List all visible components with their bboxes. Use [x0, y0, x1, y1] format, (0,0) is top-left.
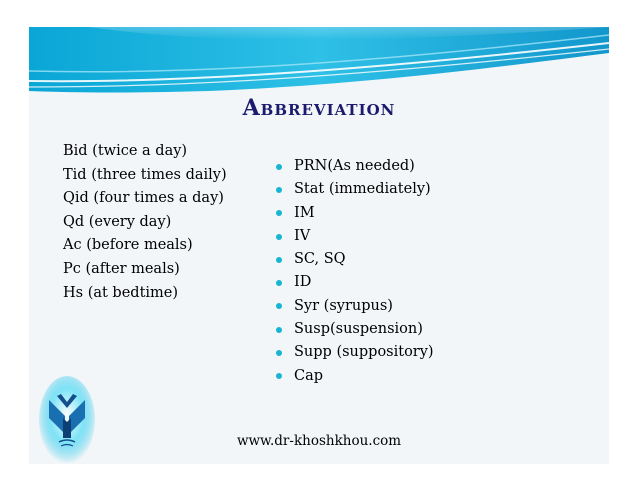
bullet-icon	[276, 350, 282, 356]
list-item: Ac (before meals)	[63, 237, 193, 254]
bullet-item-label: Supp (suppository)	[294, 344, 434, 361]
bullet-item	[276, 271, 434, 294]
bullet-item-label: Stat (immediately)	[294, 181, 431, 198]
header-wave-banner	[29, 27, 609, 97]
bullet-icon	[276, 280, 282, 286]
right-abbreviation-list	[276, 155, 434, 388]
list-item: Tid (three times daily)	[63, 166, 227, 183]
list-item: Hs (at bedtime)	[63, 284, 179, 301]
bullet-item-label: PRN(As needed)	[294, 158, 415, 174]
list-item: Pc (after meals)	[63, 260, 180, 277]
list-item: Bid (twice a day)	[63, 143, 188, 159]
bullet-item	[276, 225, 434, 248]
bullet-item	[276, 341, 434, 364]
bullet-item-label: Susp(suspension)	[294, 321, 423, 338]
slide-title: Abbreviation	[242, 95, 396, 121]
bullet-item-label: IM	[294, 204, 315, 221]
bullet-icon	[276, 327, 282, 333]
bullet-icon	[276, 164, 282, 170]
bullet-item-label: Syr (syrupus)	[294, 297, 393, 314]
bullet-icon	[276, 303, 282, 309]
left-abbreviation-list	[63, 140, 227, 305]
bullet-item	[276, 318, 434, 341]
list-item: Qd (every day)	[63, 213, 172, 230]
bullet-item-label: SC, SQ	[294, 251, 346, 268]
bullet-item	[276, 202, 434, 225]
bullet-icon	[276, 373, 282, 379]
bullet-icon	[276, 210, 282, 216]
list-item: Qid (four times a day)	[63, 190, 224, 207]
bullet-icon	[276, 234, 282, 240]
bullet-item	[276, 178, 434, 201]
slide	[29, 27, 609, 464]
bullet-item	[276, 295, 434, 318]
bullet-icon	[276, 187, 282, 193]
university-logo-icon	[39, 376, 95, 464]
bullet-item	[276, 248, 434, 271]
bullet-icon	[276, 257, 282, 263]
bullet-item	[276, 155, 434, 178]
bullet-item-label: Cap	[294, 367, 324, 384]
bullet-item-label: IV	[294, 227, 311, 244]
bullet-item	[276, 365, 434, 388]
footer-url: www.dr-khoshkhou.com	[236, 433, 402, 449]
bullet-item-label: ID	[294, 274, 312, 291]
